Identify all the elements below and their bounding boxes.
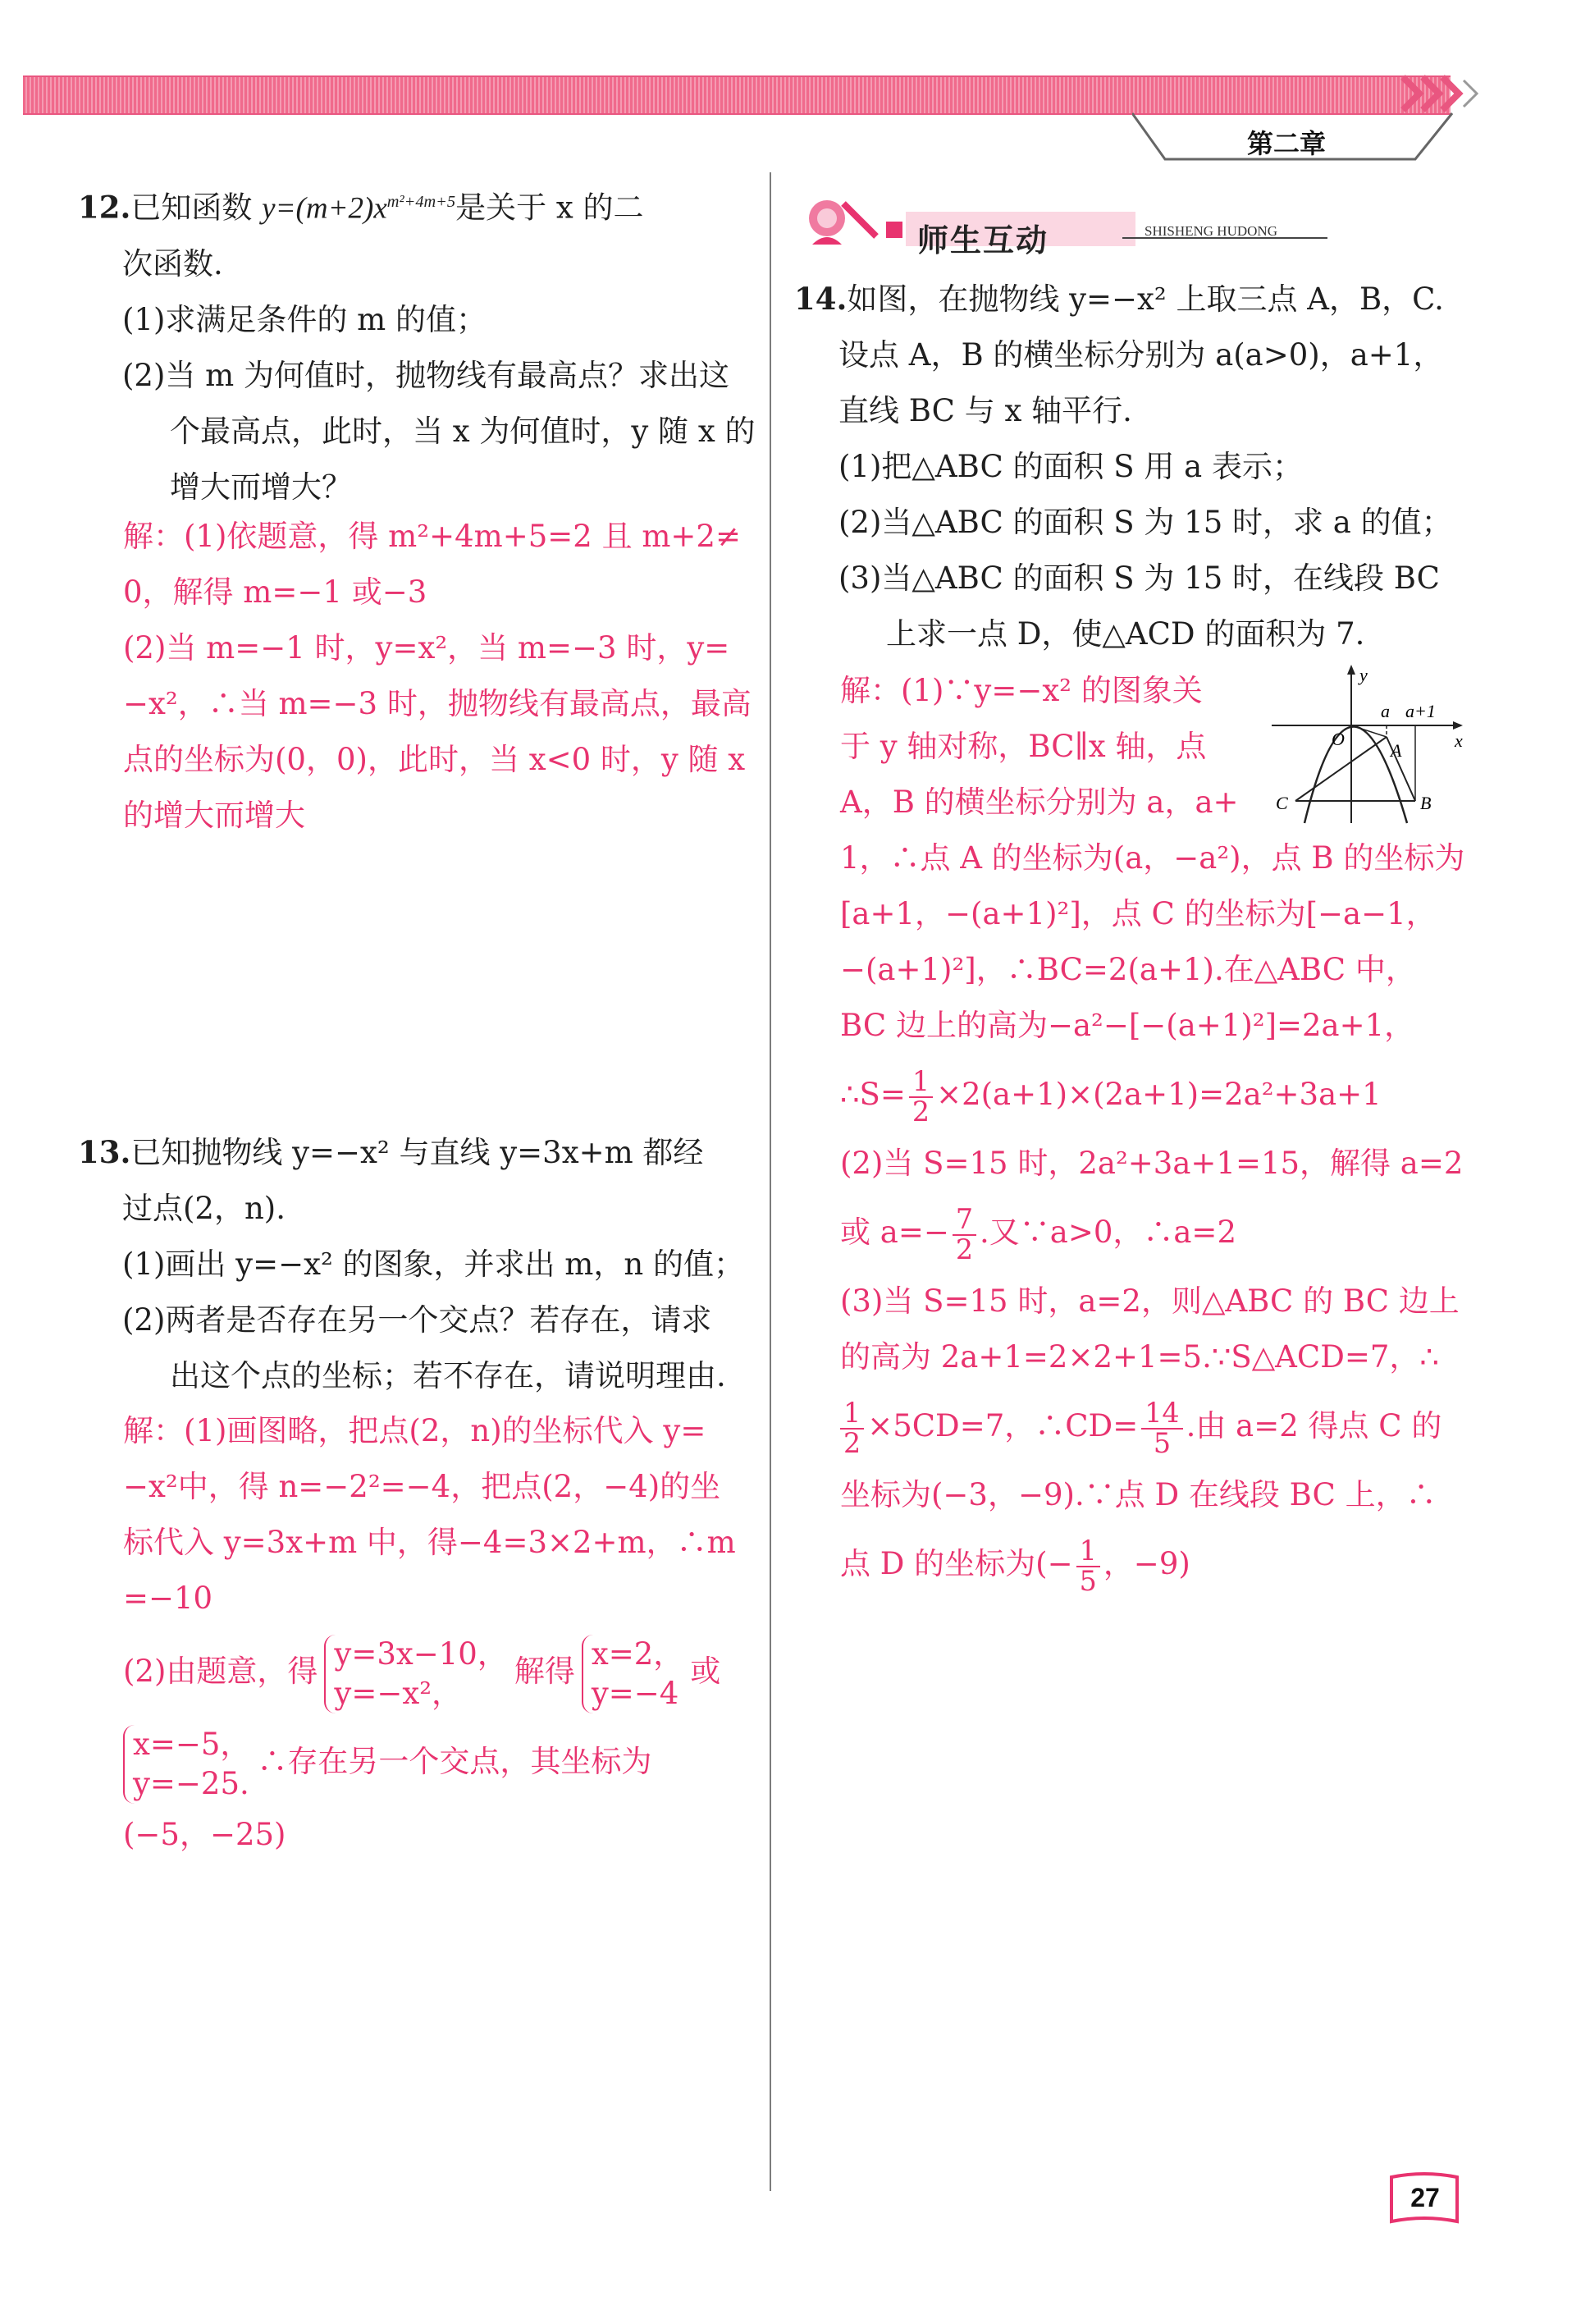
q13-part-2a: (2)两者是否存在另一个交点？若存在，请求	[122, 1302, 712, 1338]
sys-row: y=−4	[591, 1675, 679, 1711]
q12-stem-2: 次函数.	[122, 246, 223, 282]
q13-stem-2: 过点(2，n).	[122, 1191, 286, 1226]
q13-stem-1: 已知抛物线 y=−x² 与直线 y=3x+m 都经	[130, 1135, 704, 1170]
chapter-label: 第二章	[1247, 128, 1327, 159]
q14-answer-line: 解：(1)∵y=−x² 的图象关	[840, 673, 1203, 708]
q14-part-3b: 上求一点 D，使△ACD 的面积为 7.	[886, 616, 1365, 652]
y-axis-arrow-icon	[1347, 665, 1355, 675]
fraction-numerator: 1	[1076, 1537, 1100, 1567]
fraction-numerator: 7	[953, 1205, 976, 1236]
q12-answer-line: (2)当 m=−1 时，y=x²，当 m=−3 时，y=	[123, 630, 730, 666]
q12-stem-func: y=(m+2)x	[262, 191, 387, 226]
equation-system-2	[582, 1635, 683, 1713]
q13-answer	[123, 1403, 736, 1863]
q12-stem-exp: m²+4m+5	[386, 193, 456, 211]
fraction-one-fifth	[1076, 1534, 1100, 1597]
fraction-seven-halves	[953, 1202, 976, 1265]
q13-answer-line: 解：(1)画图略，把点(2，n)的坐标代入 y=	[123, 1413, 706, 1448]
fraction-numerator: 1	[909, 1068, 933, 1098]
label-a1-top: a+1	[1405, 701, 1436, 721]
q12-part-1: (1)求满足条件的 m 的值；	[122, 302, 487, 338]
fraction-one-half	[840, 1396, 864, 1459]
q12-answer	[123, 509, 752, 844]
q14-part-3a: (3)当△ABC 的面积 S 为 15 时，在线段 BC	[838, 560, 1440, 596]
q13-part-1: (1)画出 y=−x² 的图象，并求出 m，n 的值；	[122, 1247, 744, 1282]
q14-part-2: (2)当△ABC 的面积 S 为 15 时，求 a 的值；	[838, 505, 1452, 540]
sys-row: x=2，	[591, 1635, 684, 1672]
q14-answer-pre: 或 a=−	[840, 1215, 949, 1250]
q13-answer-line: (−5，−25)	[123, 1817, 286, 1852]
sys-row: y=−x²，	[334, 1675, 463, 1711]
q14-answer-line: (2)当 S=15 时，2a²+3a+1=15，解得 a=2	[840, 1146, 1464, 1181]
q14-answer-post: ，−9)	[1103, 1546, 1190, 1581]
question-14	[794, 271, 1452, 662]
q14-answer-line: [a+1，−(a+1)²]，点 C 的坐标为[−a−1，	[840, 896, 1437, 931]
q13-answer-or: 或	[690, 1654, 721, 1689]
q12-answer-line: 的增大而增大	[123, 798, 305, 833]
fraction-denominator: 5	[1153, 1426, 1172, 1459]
q12-answer-line: 0，解得 m=−1 或−3	[123, 574, 427, 610]
q13-answer-line: −x²中，得 n=−2²=−4，把点(2，−4)的坐	[123, 1469, 721, 1504]
label-point-c: C	[1276, 793, 1288, 813]
label-x: x	[1455, 730, 1463, 751]
q13-answer-conclusion: ∴存在另一个交点，其坐标为	[257, 1744, 652, 1779]
fraction-denominator: 2	[912, 1095, 930, 1128]
q13-part-2b: 出这个点的坐标；若不存在，请说明理由.	[170, 1358, 726, 1393]
question-number: 14.	[794, 281, 848, 317]
q14-answer-post: .又∵a>0，∴a=2	[980, 1215, 1236, 1250]
equation-system-3	[123, 1725, 250, 1804]
question-number: 12.	[78, 189, 131, 226]
q12-stem-c: 是关于 x 的二	[455, 190, 644, 226]
q13-answer-pre: (2)由题意，得	[123, 1654, 318, 1689]
q14-answer-line: BC 边上的高为−a²−[−(a+1)²]=2a+1，	[840, 1008, 1415, 1043]
q13-answer-line: 标代入 y=3x+m 中，得−4=3×2+m，∴m	[123, 1525, 736, 1560]
q14-stem-3: 直线 BC 与 x 轴平行.	[838, 393, 1132, 428]
q14-stem-2: 设点 A，B 的横坐标分别为 a(a>0)，a+1，	[838, 337, 1444, 373]
equation-system-1	[324, 1635, 507, 1713]
q14-answer-line: −(a+1)²]，∴BC=2(a+1).在△ABC 中，	[840, 952, 1416, 987]
q14-stem-1: 如图，在抛物线 y=−x² 上取三点 A，B，C.	[847, 281, 1444, 317]
question-number: 13.	[78, 1134, 131, 1170]
q12-answer-line: 解：(1)依题意，得 m²+4m+5=2 且 m+2≠	[123, 519, 741, 554]
q14-answer-line: (3)当 S=15 时，a=2，则△ABC 的 BC 边上	[840, 1283, 1460, 1319]
fraction-one-half	[909, 1064, 933, 1128]
q14-answer-line: A，B 的横坐标分别为 a，a+	[840, 785, 1239, 820]
label-a-top: a	[1381, 701, 1390, 721]
fraction-numerator: 1	[840, 1399, 864, 1430]
column-divider	[770, 172, 771, 2191]
fraction-denominator: 2	[843, 1426, 861, 1459]
sys-row: y=3x−10，	[334, 1635, 508, 1672]
q13-answer-mid: 解得	[514, 1654, 575, 1689]
q13-answer-line: =−10	[123, 1581, 213, 1616]
sys-row: y=−25.	[133, 1765, 249, 1801]
q14-part-1: (1)把△ABC 的面积 S 用 a 表示；	[838, 449, 1303, 484]
fraction-fourteen-fifths	[1141, 1396, 1182, 1459]
q14-answer-pre: ∴S=	[840, 1077, 906, 1112]
question-13	[78, 1124, 744, 1404]
fraction-denominator: 2	[955, 1233, 974, 1265]
fraction-denominator: 5	[1079, 1564, 1097, 1597]
q14-answer-line: 于 y 轴对称，BC∥x 轴，点	[840, 729, 1207, 764]
q12-answer-line: −x²，∴当 m=−3 时，抛物线有最高点，最高	[123, 686, 752, 721]
parabola-figure	[1259, 663, 1473, 827]
q14-answer-pre: 点 D 的坐标为(−	[840, 1546, 1073, 1581]
label-o: O	[1332, 729, 1345, 749]
q14-answer-line: 的高为 2a+1=2×2+1=5.∵S△ACD=7，∴	[840, 1339, 1439, 1375]
q14-answer-post: ×2(a+1)×(2a+1)=2a²+3a+1	[936, 1077, 1382, 1112]
q12-part-2c: 增大而增大？	[170, 469, 352, 506]
q14-answer-post: .由 a=2 得点 C 的	[1186, 1408, 1442, 1443]
q14-answer-line: 坐标为(−3，−9).∵点 D 在线段 BC 上，∴	[840, 1477, 1437, 1512]
q12-part-2a: (2)当 m 为何值时，抛物线有最高点？求出这	[122, 358, 730, 394]
label-point-b: B	[1420, 793, 1432, 813]
q12-stem-a: 已知函数	[130, 190, 263, 226]
fraction-numerator: 14	[1141, 1399, 1182, 1430]
section-title: 师生互动	[917, 222, 1049, 258]
q12-answer-line: 点的坐标为(0，0)，此时，当 x<0 时，y 随 x	[123, 742, 746, 777]
label-point-a: A	[1391, 740, 1402, 761]
q14-answer-line: 1，∴点 A 的坐标为(a，−a²)，点 B 的坐标为	[840, 840, 1465, 876]
question-12	[78, 174, 755, 515]
section-pinyin: SHISHENG HUDONG	[1145, 223, 1277, 239]
q12-part-2b: 个最高点，此时，当 x 为何值时，y 随 x 的	[170, 414, 756, 450]
q14-answer-mid: ×5CD=7，∴CD=	[867, 1408, 1139, 1443]
sys-row: x=−5，	[133, 1726, 251, 1762]
page-number: 27	[1410, 2183, 1440, 2212]
label-y: y	[1359, 665, 1368, 685]
x-axis-arrow-icon	[1453, 721, 1463, 730]
